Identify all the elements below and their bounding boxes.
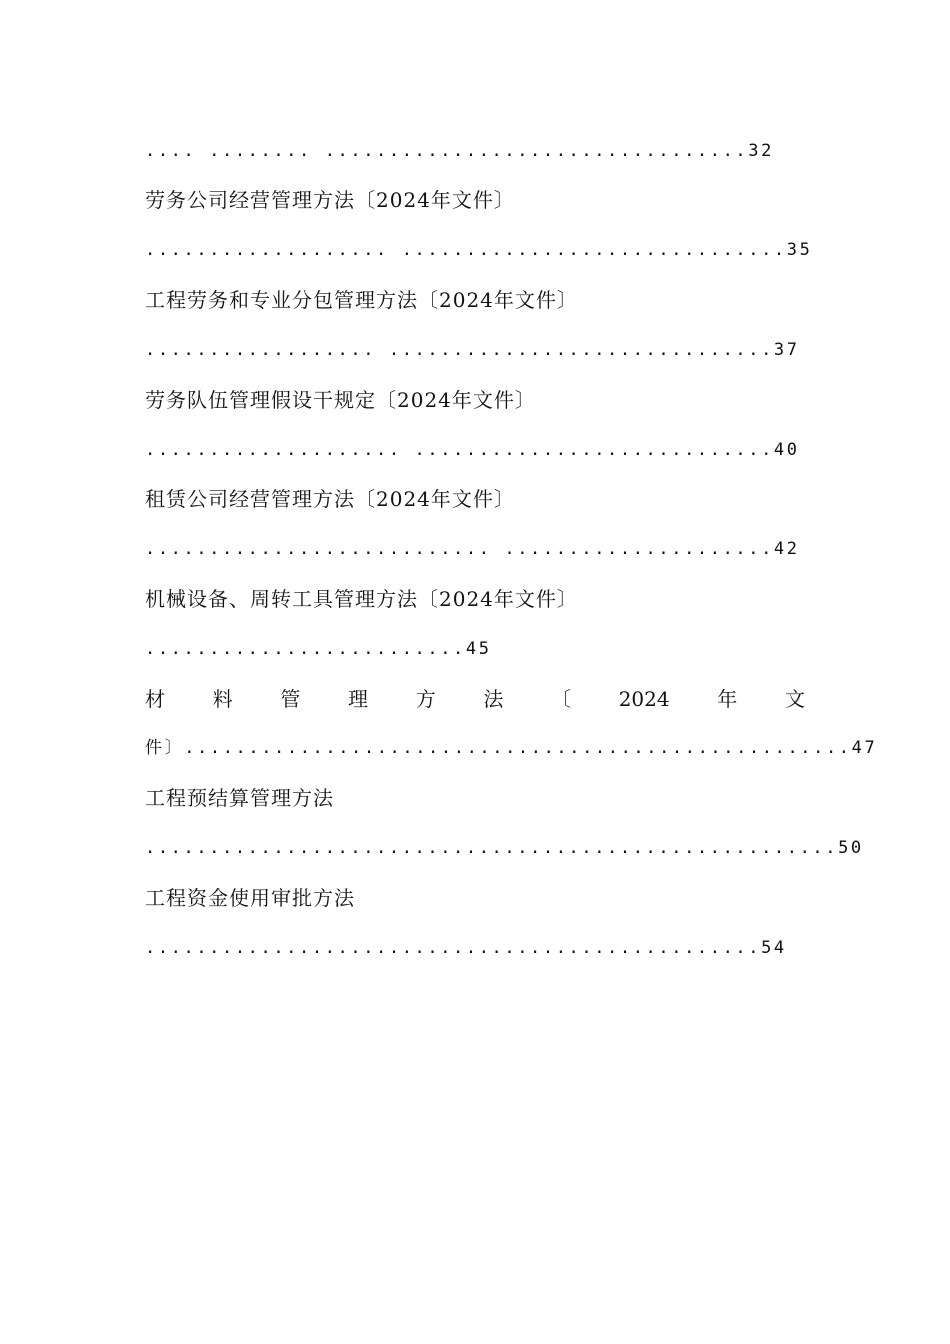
toc-leader-35: ................... ..............................35 (145, 240, 813, 260)
toc-leader-42: ........................... .....................42 (145, 539, 800, 559)
toc-entry-machinery: 机械设备、周转工具管理方法〔2024年文件〕 (145, 587, 578, 611)
toc-entry-labor-company: 劳务公司经营管理方法〔2024年文件〕 (145, 188, 515, 212)
toc-entry-leasing: 租赁公司经营管理方法〔2024年文件〕 (145, 487, 515, 511)
toc-entry-subcontract: 工程劳务和专业分包管理方法〔2024年文件〕 (145, 288, 578, 312)
spread-char: 法 (483, 687, 504, 711)
toc-leader-54: ................................................54 (145, 938, 787, 958)
toc-leader-32: .... ........ .................................32 (145, 141, 774, 161)
toc-leader-47: 件〕....................................................47 (145, 738, 878, 758)
spread-char: 年 (717, 687, 738, 711)
spread-char: 文 (784, 687, 805, 711)
spread-char: 材 (145, 687, 165, 711)
toc-entry-settlement: 工程预结算管理方法 (145, 786, 334, 810)
toc-leader-40: .................... ............................40 (145, 440, 800, 460)
spread-char: 料 (212, 687, 233, 711)
toc-entry-fund-approval: 工程资金使用审批方法 (145, 886, 355, 910)
toc-leader-45: .........................45 (145, 639, 492, 659)
toc-leader-37: .................. ..............................37 (145, 340, 800, 360)
spread-char: 〔 (551, 687, 572, 711)
spread-char: 管 (280, 687, 301, 711)
spread-char: 方 (415, 687, 436, 711)
toc-entry-labor-team: 劳务队伍管理假设干规定〔2024年文件〕 (145, 388, 536, 412)
spread-char: 理 (348, 687, 369, 711)
toc-leader-50: ......................................................50 (145, 838, 864, 858)
spread-char: 2024 (618, 687, 670, 711)
toc-entry-materials (145, 687, 805, 711)
